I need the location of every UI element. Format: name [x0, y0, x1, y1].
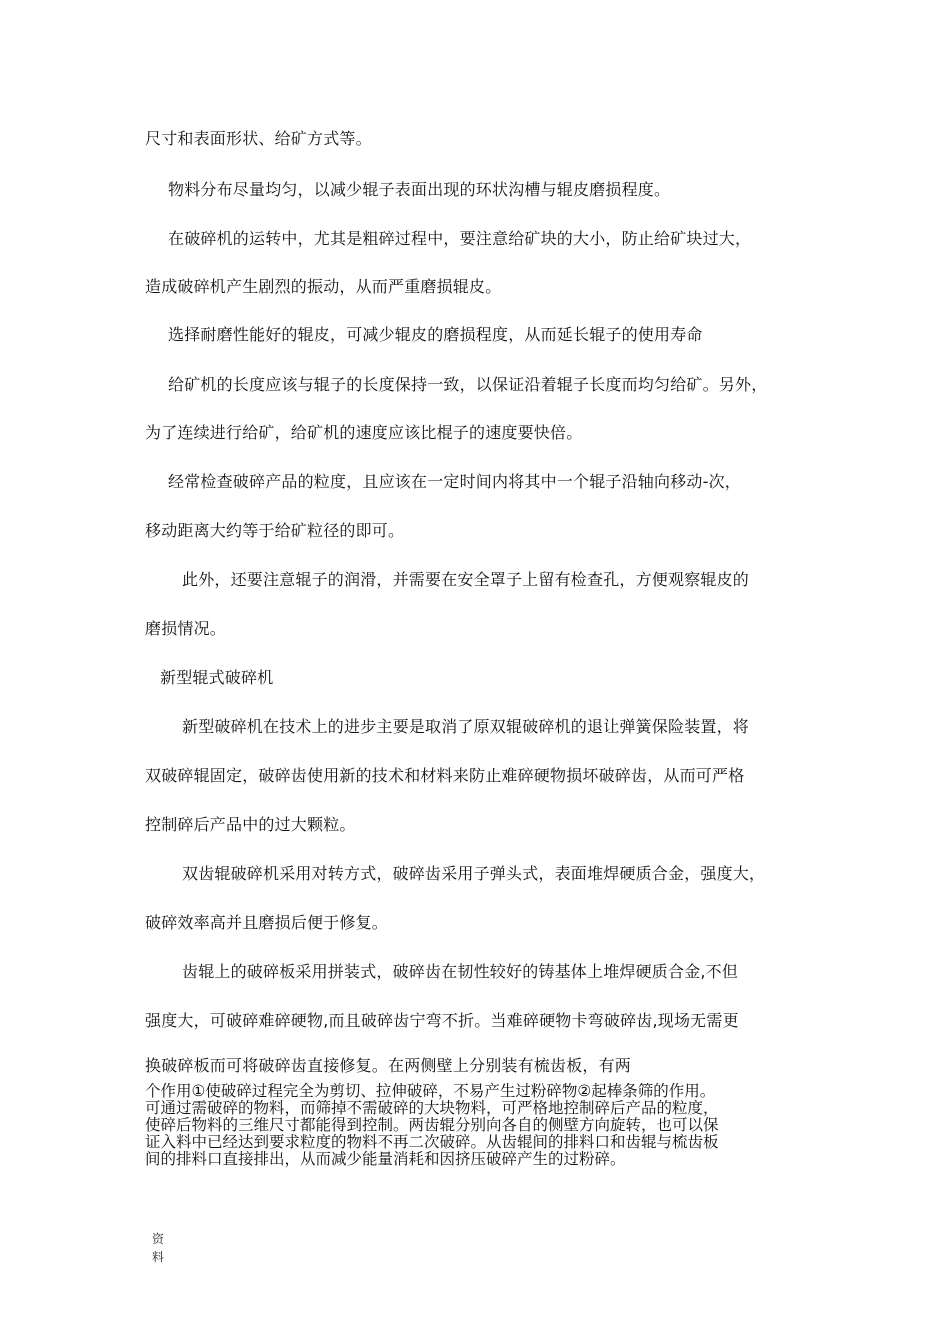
paragraph-line: 强度大，可破碎难碎硬物,而且破碎齿宁弯不折。当难碎硬物卡弯破碎齿,现场无需更 — [145, 1011, 739, 1030]
paragraph-line: 造成破碎机产生剧烈的振动，从而严重磨损辊皮。 — [145, 277, 502, 296]
paragraph-line: 为了连续进行给矿，给矿机的速度应该比棍子的速度要快倍。 — [145, 423, 583, 442]
dense-line: 间的排料口直接排出，从而减少能量消耗和因挤压破碎产生的过粉碎。 — [145, 1150, 626, 1168]
dense-line: 可通过需破碎的物料，而筛掉不需破碎的大块物料，可严格地控制碎后产品的粒度， — [145, 1099, 719, 1117]
paragraph-line: 双破碎辊固定，破碎齿使用新的技术和材料来防止难碎硬物损坏破碎齿，从而可严格 — [145, 766, 745, 785]
paragraph-line: 给矿机的长度应该与辊子的长度保持一致，以保证沿着辊子长度而均匀给矿。另外， — [168, 375, 768, 394]
paragraph-line: 在破碎机的运转中，尤其是粗碎过程中，要注意给矿块的大小，防止给矿块过大， — [168, 229, 752, 248]
paragraph-line: 齿辊上的破碎板采用拼装式，破碎齿在韧性较好的铸基体上堆焊硬质合金,不但 — [182, 962, 739, 981]
paragraph-line: 物料分布尽量均匀，以减少辊子表面出现的环状沟槽与辊皮磨损程度。 — [168, 180, 671, 199]
dense-line: 使碎后物料的三维尺寸都能得到控制。两齿辊分别向各自的侧壁方向旋转，也可以保 — [145, 1116, 719, 1134]
paragraph-line: 经常检查破碎产品的粒度，且应该在一定时间内将其中一个辊子沿轴向移动-次， — [168, 472, 741, 491]
paragraph-line: 选择耐磨性能好的辊皮，可减少辊皮的磨损程度，从而延长辊子的使用寿命 — [168, 325, 703, 344]
paragraph-line: 磨损情况。 — [145, 619, 227, 638]
paragraph-line: 尺寸和表面形状、给矿方式等。 — [145, 129, 372, 148]
dense-line: 证入料中已经达到要求粒度的物料不再二次破碎。从齿辊间的排料口和齿辊与梳齿板 — [145, 1133, 719, 1151]
paragraph-line: 换破碎板而可将破碎齿直接修复。在两侧壁上分别装有梳齿板，有两 — [145, 1056, 632, 1075]
paragraph-line: 双齿辊破碎机采用对转方式，破碎齿采用子弹头式，表面堆焊硬质合金，强度大， — [182, 864, 766, 883]
paragraph-line: 新型破碎机在技术上的进步主要是取消了原双辊破碎机的退让弹簧保险装置，将 — [182, 717, 750, 736]
section-heading: 新型辊式破碎机 — [160, 668, 274, 687]
dense-text-block — [145, 1083, 825, 1168]
paragraph-line: 控制碎后产品中的过大颗粒。 — [145, 815, 356, 834]
paragraph-line: 破碎效率高并且磨损后便于修复。 — [145, 913, 389, 932]
dense-line: 个作用①使破碎过程完全为剪切、拉伸破碎，不易产生过粉碎物②起棒条筛的作用。 — [145, 1082, 716, 1100]
paragraph-line: 移动距离大约等于给矿粒径的即可。 — [145, 521, 405, 540]
page-footer: 资料 — [152, 1232, 165, 1264]
paragraph-line: 此外，还要注意辊子的润滑，并需要在安全罩子上留有检查孔，方便观察辊皮的 — [182, 570, 750, 589]
